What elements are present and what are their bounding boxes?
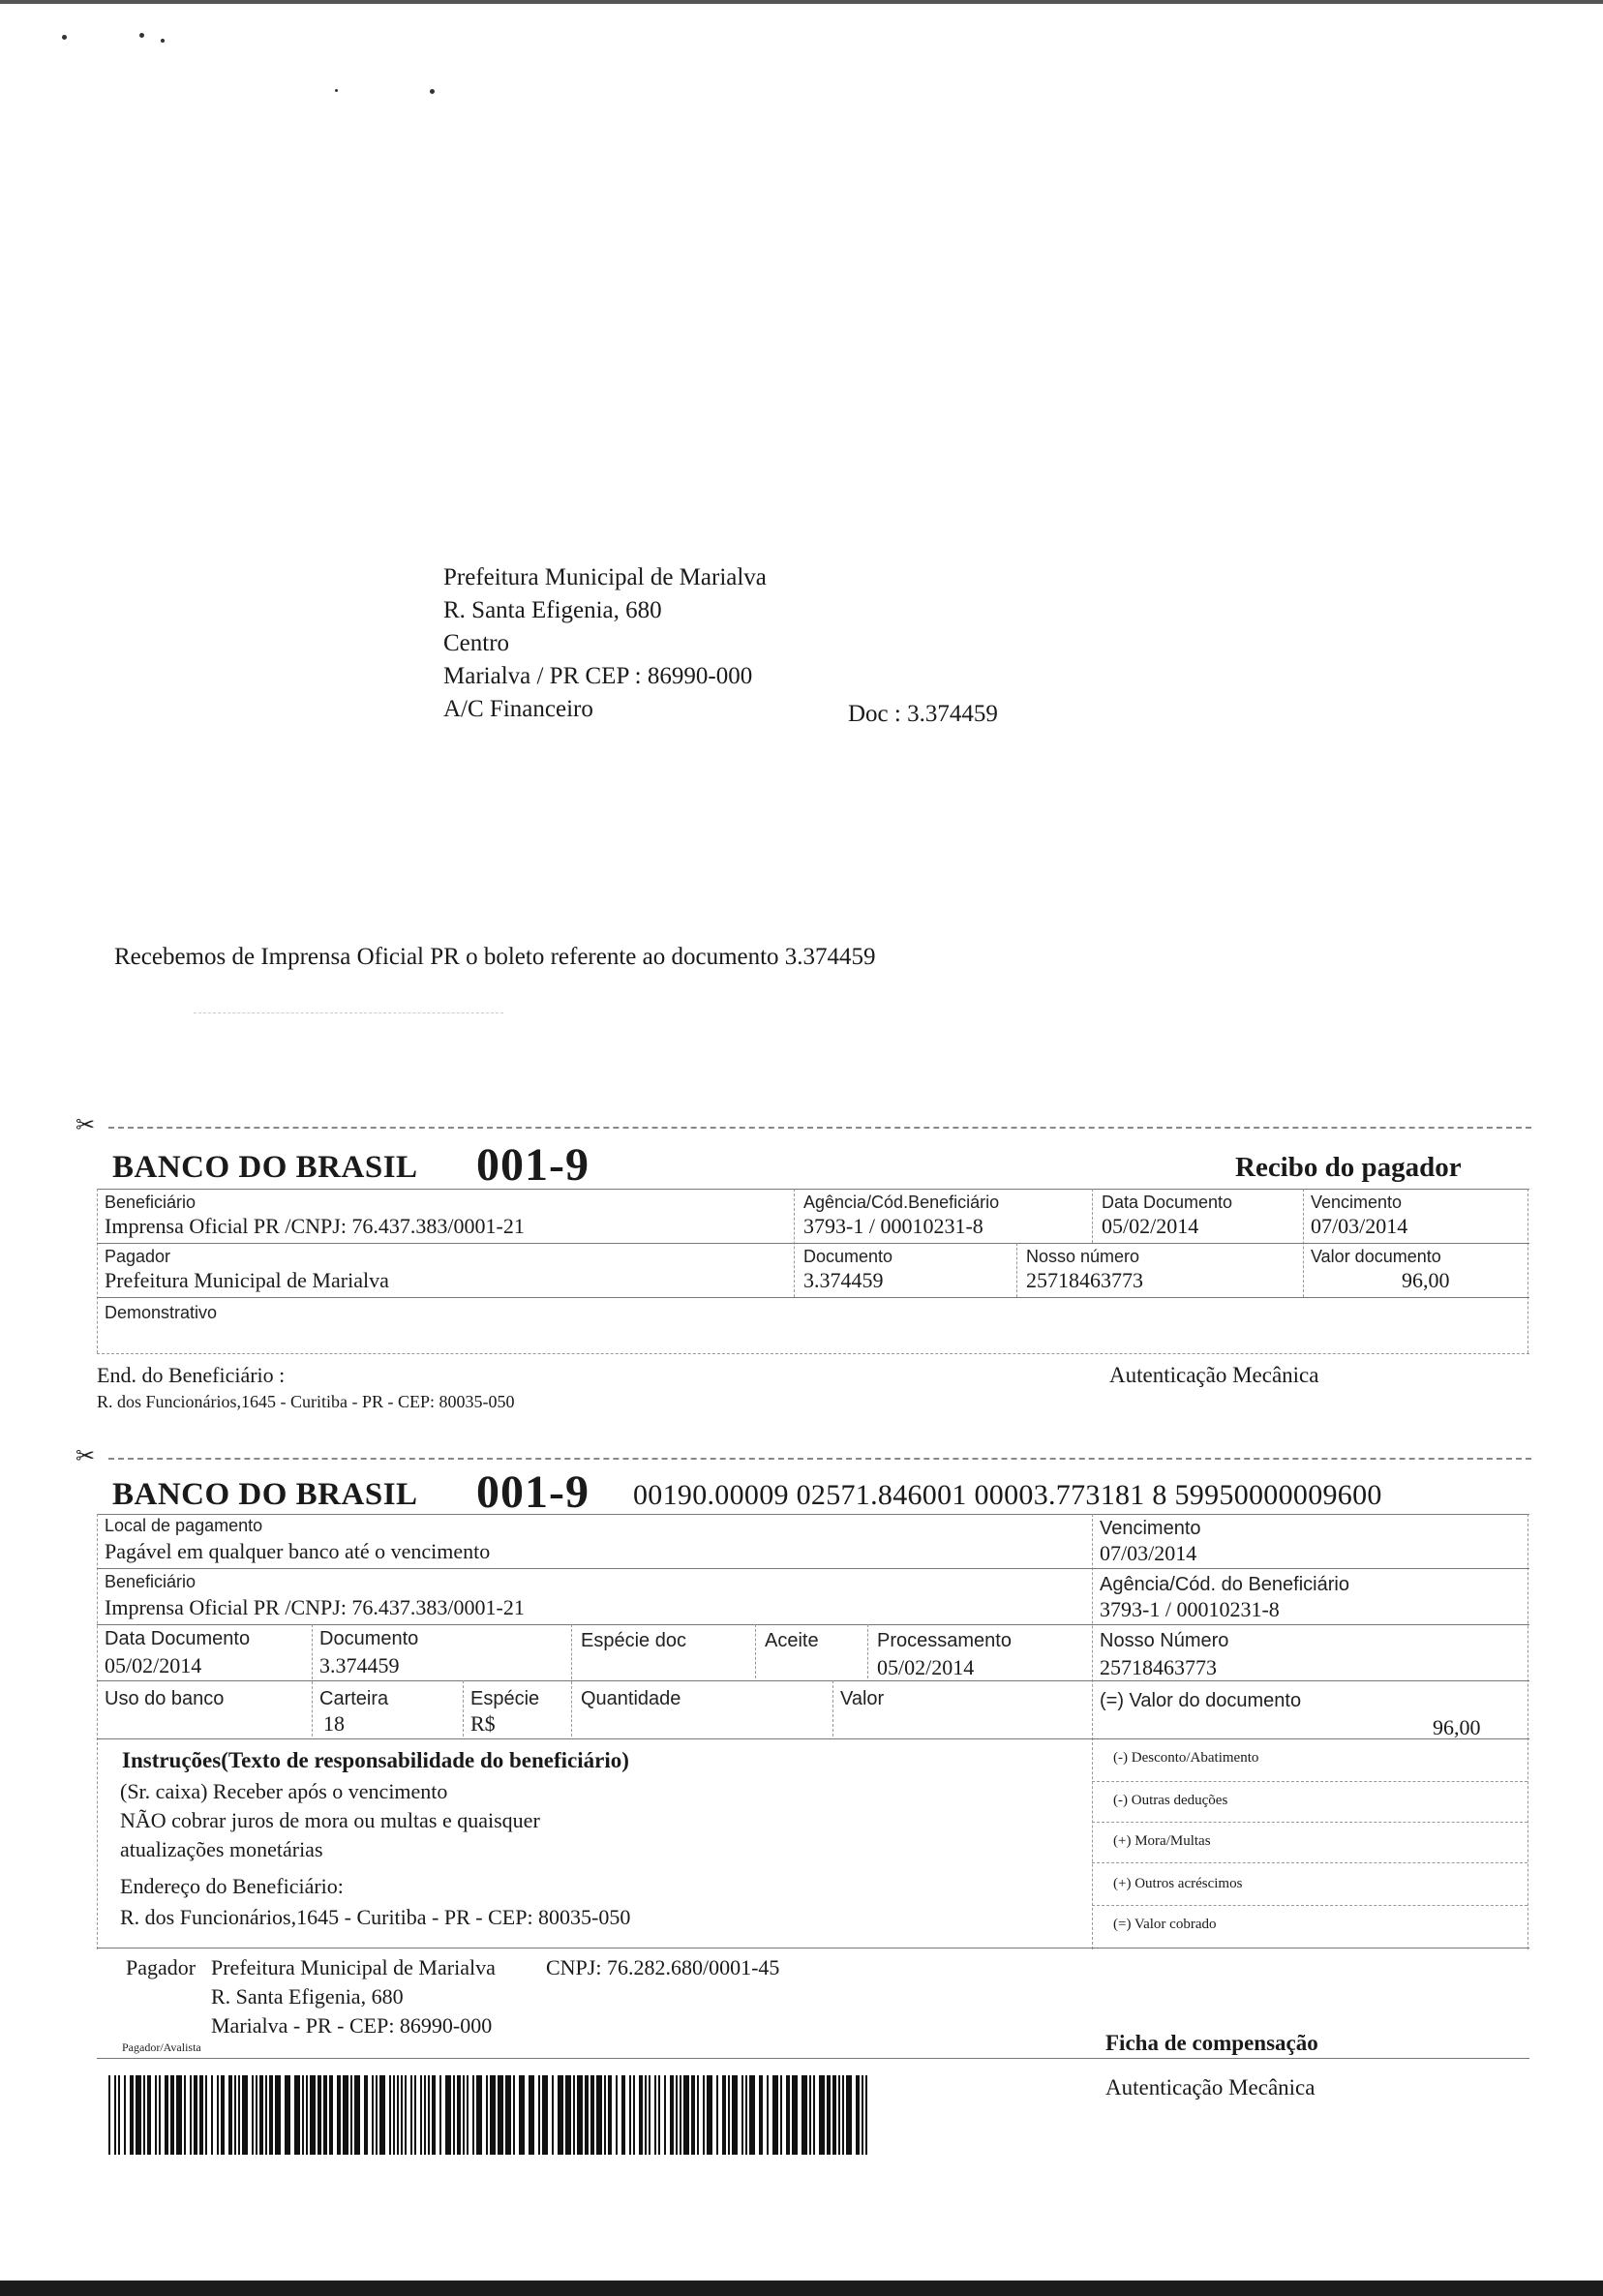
ficha-agencia-label: Agência/Cód. do Beneficiário: [1100, 1574, 1349, 1595]
ficha-local-value: Pagável em qualquer banco até o vencimento: [105, 1539, 491, 1563]
ficha-side-rule: [1092, 1822, 1527, 1823]
ficha-pagador-name: Prefeitura Municipal de Marialva: [211, 1955, 496, 1979]
recibo-nosso-numero-label: Nosso número: [1026, 1247, 1140, 1266]
recibo-data-doc-label: Data Documento: [1102, 1193, 1233, 1212]
scan-speck: [139, 33, 144, 38]
ficha-col-rule: [832, 1680, 833, 1737]
recibo-valor-label: Valor documento: [1311, 1247, 1441, 1266]
ficha-documento-value: 3.374459: [319, 1653, 400, 1677]
address-attention: A/C Financeiro: [443, 696, 593, 722]
ficha-side-acrescimos: (+) Outros acréscimos: [1113, 1876, 1243, 1891]
recibo-beneficiario-label: Beneficiário: [105, 1193, 197, 1212]
scan-top-edge: [0, 0, 1603, 4]
recibo-nosso-numero-value: 25718463773: [1026, 1268, 1143, 1292]
ficha-vencimento-label: Vencimento: [1100, 1518, 1201, 1539]
address-district: Centro: [443, 630, 510, 656]
cut-line: [108, 1458, 1531, 1460]
ficha-quantidade-label: Quantidade: [581, 1688, 681, 1709]
ficha-instr-line: Endereço do Beneficiário:: [120, 1874, 344, 1898]
recibo-vencimento-label: Vencimento: [1311, 1193, 1403, 1212]
recibo-bank-name: BANCO DO BRASIL: [112, 1150, 418, 1185]
recibo-agencia-label: Agência/Cód.Beneficiário: [803, 1193, 1000, 1212]
ficha-row-rule: [97, 1680, 1529, 1681]
ficha-row-rule: [97, 1738, 1529, 1739]
ficha-col-rule: [463, 1680, 464, 1737]
ficha-row-rule: [97, 1948, 1529, 1949]
recibo-pagador-value: Prefeitura Municipal de Marialva: [105, 1268, 389, 1292]
ficha-especie-value: R$: [470, 1711, 496, 1736]
ficha-side-rule: [1092, 1862, 1527, 1863]
ficha-pagador-city: Marialva - PR - CEP: 86990-000: [211, 2013, 493, 2038]
recibo-title: Recibo do pagador: [1235, 1152, 1462, 1183]
recibo-row-rule: [97, 1243, 1529, 1244]
ficha-especie-label: Espécie: [470, 1688, 540, 1709]
recibo-bottom-rule: [97, 1353, 1529, 1354]
address-block: [443, 561, 767, 726]
ficha-col-rule: [867, 1624, 868, 1678]
recibo-top-rule: [97, 1189, 1529, 1190]
recibo-pagador-label: Pagador: [105, 1247, 171, 1266]
recibo-end-value: R. dos Funcionários,1645 - Curitiba - PR - CEP: 80035-050: [97, 1392, 515, 1411]
ficha-nosso-numero-value: 25718463773: [1100, 1655, 1217, 1679]
ficha-nosso-numero-label: Nosso Número: [1100, 1630, 1229, 1651]
ficha-pagador-label: Pagador: [126, 1955, 197, 1979]
recibo-bank-code: 001-9: [476, 1139, 590, 1191]
ficha-left-rule: [97, 1514, 98, 1949]
recibo-demonstrativo-label: Demonstrativo: [105, 1303, 218, 1322]
ficha-data-doc-value: 05/02/2014: [105, 1653, 202, 1677]
address-city-cep: Marialva / PR CEP : 86990-000: [443, 663, 753, 689]
ficha-carteira-label: Carteira: [319, 1688, 389, 1709]
scan-bottom-edge: [0, 2281, 1603, 2296]
scan-speck: [62, 35, 67, 40]
recibo-autenticacao: Autenticação Mecânica: [1109, 1363, 1319, 1387]
ficha-side-rule: [1092, 1781, 1527, 1782]
scan-speck: [161, 39, 165, 43]
ficha-pagador-cnpj: CNPJ: 76.282.680/0001-45: [546, 1955, 780, 1979]
address-street: R. Santa Efigenia, 680: [443, 597, 662, 623]
ficha-processamento-value: 05/02/2014: [877, 1655, 975, 1679]
ficha-vencimento-value: 07/03/2014: [1100, 1541, 1197, 1565]
linha-digitavel: 00190.00009 02571.846001 00003.773181 8 59950000009600: [633, 1479, 1382, 1511]
ficha-col-rule: [755, 1624, 756, 1678]
ficha-instr-line: (Sr. caixa) Receber após o vencimento: [120, 1779, 448, 1803]
ficha-side-desconto: (-) Desconto/Abatimento: [1113, 1750, 1259, 1766]
ficha-pagador-street: R. Santa Efigenia, 680: [211, 1984, 404, 2009]
ficha-side-rule: [1092, 1905, 1527, 1906]
ficha-title: Ficha de compensação: [1105, 2031, 1318, 2055]
scissors-icon: ✂: [76, 1111, 96, 1138]
recibo-documento-label: Documento: [803, 1247, 893, 1266]
ficha-bottom-rule: [97, 2058, 1529, 2059]
ficha-instr-line: NÃO cobrar juros de mora ou multas e quaisquer: [120, 1808, 540, 1832]
ficha-autenticacao: Autenticação Mecânica: [1105, 2075, 1316, 2100]
ficha-right-column-rule: [1092, 1514, 1093, 1949]
ficha-instr-line: atualizações monetárias: [120, 1837, 323, 1861]
ficha-aceite-label: Aceite: [765, 1630, 819, 1651]
ficha-right-rule: [1527, 1514, 1528, 1949]
ficha-bank-name: BANCO DO BRASIL: [112, 1477, 418, 1512]
recibo-right-rule: [1527, 1189, 1528, 1353]
recibo-agencia-value: 3793-1 / 00010231-8: [803, 1214, 983, 1238]
ficha-beneficiario-value: Imprensa Oficial PR /CNPJ: 76.437.383/0001-21: [105, 1595, 525, 1619]
ficha-valor-label: Valor: [840, 1688, 885, 1709]
receipt-statement: Recebemos de Imprensa Oficial PR o boleto referente ao documento 3.374459: [114, 944, 876, 970]
scan-speck: [430, 89, 435, 94]
cut-line: [108, 1127, 1531, 1129]
ficha-processamento-label: Processamento: [877, 1630, 1012, 1651]
ficha-uso-banco-label: Uso do banco: [105, 1688, 225, 1709]
recibo-end-label: End. do Beneficiário :: [97, 1363, 286, 1387]
ficha-side-valor-cobrado: (=) Valor cobrado: [1113, 1917, 1217, 1932]
ficha-side-mora: (+) Mora/Multas: [1113, 1833, 1211, 1849]
ficha-side-deducoes: (-) Outras deduções: [1113, 1793, 1228, 1808]
recibo-beneficiario-value: Imprensa Oficial PR /CNPJ: 76.437.383/0001-21: [105, 1214, 525, 1238]
ficha-local-label: Local de pagamento: [105, 1516, 263, 1535]
recibo-row-rule: [97, 1297, 1529, 1298]
ficha-agencia-value: 3793-1 / 00010231-8: [1100, 1597, 1280, 1621]
scan-speck: [335, 89, 338, 92]
recibo-data-doc-value: 05/02/2014: [1102, 1214, 1199, 1238]
ficha-especie-doc-label: Espécie doc: [581, 1630, 686, 1651]
faint-separator: [194, 1012, 503, 1013]
ficha-valor-doc-value: 96,00: [1433, 1715, 1481, 1739]
address-name: Prefeitura Municipal de Marialva: [443, 564, 767, 590]
ficha-carteira-value: 18: [323, 1711, 345, 1736]
ficha-beneficiario-label: Beneficiário: [105, 1572, 197, 1591]
ficha-top-rule: [97, 1514, 1529, 1515]
recibo-col-rule: [1092, 1189, 1093, 1243]
scissors-icon: ✂: [76, 1442, 96, 1469]
recibo-documento-value: 3.374459: [803, 1268, 884, 1292]
barcode: [106, 2075, 871, 2155]
ficha-avalista-label: Pagador/Avalista: [122, 2040, 201, 2054]
recibo-vencimento-value: 07/03/2014: [1311, 1214, 1408, 1238]
ficha-documento-label: Documento: [319, 1628, 419, 1649]
ficha-data-doc-label: Data Documento: [105, 1628, 251, 1649]
recibo-valor-value: 96,00: [1402, 1268, 1450, 1292]
doc-reference: Doc : 3.374459: [848, 701, 998, 727]
ficha-instr-line: R. dos Funcionários,1645 - Curitiba - PR - CEP: 80035-050: [120, 1905, 631, 1929]
ficha-instr-title: Instruções(Texto de responsabilidade do beneficiário): [122, 1748, 629, 1772]
ficha-row-rule: [97, 1568, 1529, 1569]
recibo-col-rule: [1016, 1243, 1017, 1297]
recibo-left-rule: [97, 1189, 98, 1353]
ficha-valor-doc-label: (=) Valor do documento: [1100, 1690, 1302, 1711]
ficha-bank-code: 001-9: [476, 1466, 590, 1518]
